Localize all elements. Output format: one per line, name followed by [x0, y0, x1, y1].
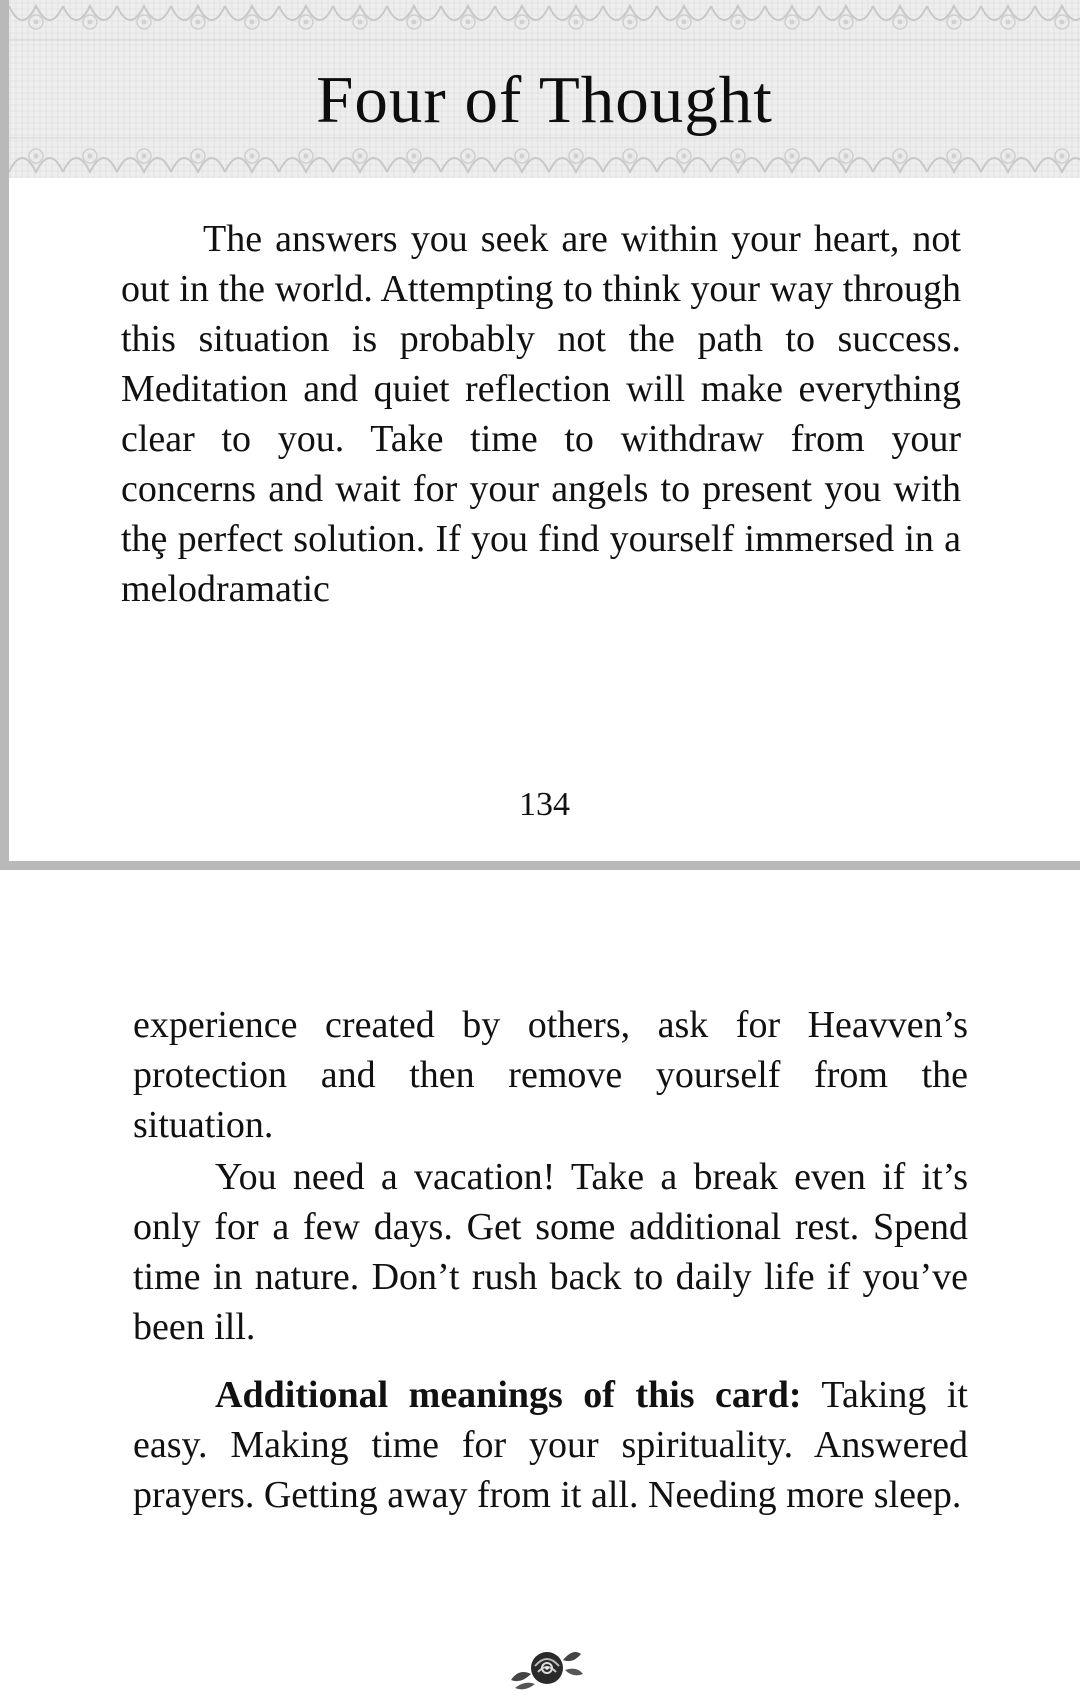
card-title: Four of Thought — [316, 63, 773, 137]
continued-paragraph: experience created by others, ask for Heavven’s protection and then remove yourself from the situation. — [133, 1004, 968, 1146]
lace-border-top — [9, 0, 1080, 46]
additional-meanings-text: Taking it easy. Making time for your spirituality. Answered prayers. Getting away from it all. Needing more sleep. — [133, 1374, 968, 1516]
rose-icon — [505, 1640, 585, 1692]
body-paragraph-1: The answers you seek are within your heart, not out in the world. Attempting to think your way through this situation is probably not the path to success. Meditation and quiet reflection will make everything clear to you. Take time to withdraw from your concerns and wait for your angels to present you with thȩ perfect solution. If you find yourself immersed in a melodramatic — [121, 218, 961, 610]
page-number: 134 — [519, 786, 570, 823]
vacation-paragraph: You need a vacation! Take a break even if it’s only for a few days. Get some additional rest. Spend time in nature. Don’t rush back to daily life if you’ve been ill. — [133, 1156, 968, 1348]
page-135 — [0, 870, 1080, 1705]
additional-meanings-label: Additional meanings of this card: — [215, 1374, 802, 1416]
lace-header-band — [9, 0, 1080, 178]
additional-meanings-paragraph — [133, 1370, 968, 1520]
